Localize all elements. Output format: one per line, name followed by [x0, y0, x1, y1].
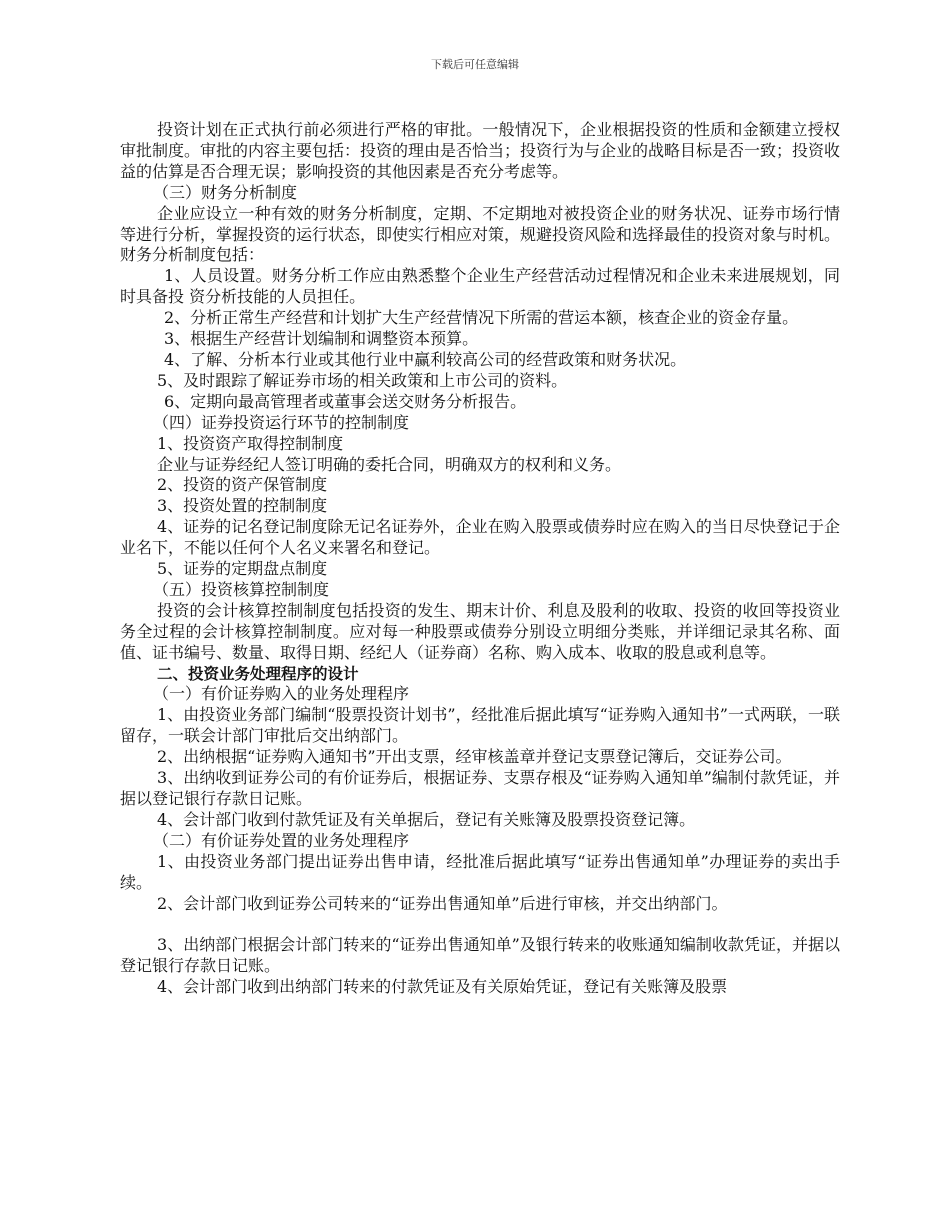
disposal-step-4: 4、会计部门收到出纳部门转来的付款凭证及有关原始凭证，登记有关账簿及股票	[157, 977, 728, 997]
disposal-step-1: 1、由投资业务部门提出证券出售申请，经批准后据此填写“证券出售通知单”办理证券的卖出手续。	[120, 851, 840, 892]
list-item-6: 6、定期向最高管理者或董事会送交财务分析报告。	[164, 391, 527, 411]
purchase-step-4: 4、会计部门收到付款凭证及有关单据后，登记有关账簿及股票投资登记簿。	[157, 809, 696, 829]
sub-item-5: 5、证券的定期盘点制度	[157, 559, 328, 579]
paragraph-contract: 企业与证券经纪人签订明确的委托合同，明确双方的权利和义务。	[157, 454, 622, 474]
document-body	[120, 120, 840, 998]
list-item-2: 2、分析正常生产经营和计划扩大生产经营情况下所需的营运本额，核查企业的资金存量。	[164, 308, 799, 328]
purchase-step-1: 1、由投资业务部门编制“股票投资计划书”，经批准后据此填写“证券购入通知书”一式两联，一联留存，一联会计部门审批后交出纳部门。	[120, 705, 840, 746]
paragraph-financial-analysis: 企业应设立一种有效的财务分析制度，定期、不定期地对被投资企业的财务状况、证券市场行情等进行分析，掌握投资的运行状态，即使实行相应对策，规避投资风险和选择最佳的投资对象与时机。财务分析制度包括：	[120, 203, 841, 265]
paragraph-approval: 投资计划在正式执行前必须进行严格的审批。一般情况下，企业根据投资的性质和金额建立授权审批制度。审批的内容主要包括：投资的理由是否恰当；投资行为与企业的战略目标是否一致；投资收益的估算是否合理无误；影响投资的其他因素是否充分考虑等。	[120, 120, 841, 181]
sub-item-3: 3、投资处置的控制制度	[157, 496, 328, 516]
disposal-step-3: 3、出纳部门根据会计部门转来的“证券出售通知单”及银行转来的收账通知编制收款凭证，并据以登记银行存款日记账。	[120, 935, 840, 976]
list-item-4: 4、了解、分析本行业或其他行业中赢利较高公司的经营政策和财务状况。	[164, 349, 687, 369]
section-heading-2: 二、投资业务处理程序的设计	[157, 664, 359, 683]
page-header: 下载后可任意编辑	[431, 58, 519, 71]
list-item-3: 3、根据生产经营计划编制和调整资本预算。	[164, 329, 479, 349]
list-item-5: 5、及时跟踪了解证券市场的相关政策和上市公司的资料。	[157, 370, 568, 390]
list-item-1: 1、人员设置。财务分析工作应由熟悉整个企业生产经营活动过程情况和企业未来进展规划，同时具备投 资分析技能的人员担任。	[120, 266, 840, 307]
disposal-step-2: 2、会计部门收到证券公司转来的“证券出售通知单”后进行审核，并交出纳部门。	[157, 893, 728, 913]
heading-disposal-procedure: （二）有价证券处置的业务处理程序	[153, 830, 410, 850]
heading-purchase-procedure: （一）有价证券购入的业务处理程序	[153, 684, 410, 704]
sub-item-4: 4、证券的记名登记制度除无记名证券外，企业在购入股票或债券时应在购入的当日尽快登记于企业名下，不能以任何个人名义来署名和登记。	[120, 517, 840, 558]
heading-financial-analysis: （三）财务分析制度	[153, 182, 298, 202]
blank-line	[120, 914, 840, 935]
heading-accounting-control: （五）投资核算控制制度	[153, 579, 330, 599]
paragraph-accounting: 投资的会计核算控制制度包括投资的发生、期末计价、利息及股利的收取、投资的收回等投资业务全过程的会计核算控制制度。应对每一种股票或债券分别设立明细分类账，并详细记录其名称、面值、证书编号、数量、取得日期、经纪人（证券商）名称、购入成本、收取的股息或利息等。	[120, 600, 840, 662]
sub-item-2: 2、投资的资产保管制度	[157, 475, 328, 495]
purchase-step-3: 3、出纳收到证券公司的有价证券后，根据证券、支票存根及“证券购入通知单”编制付款凭证，并据以登记银行存款日记账。	[120, 768, 840, 808]
heading-securities-control: （四）证券投资运行环节的控制制度	[153, 412, 410, 432]
sub-item-1: 1、投资资产取得控制制度	[157, 433, 344, 453]
purchase-step-2: 2、出纳根据“证券购入通知书”开出支票，经审核盖章并登记支票登记簿后，交证券公司。	[157, 747, 792, 767]
